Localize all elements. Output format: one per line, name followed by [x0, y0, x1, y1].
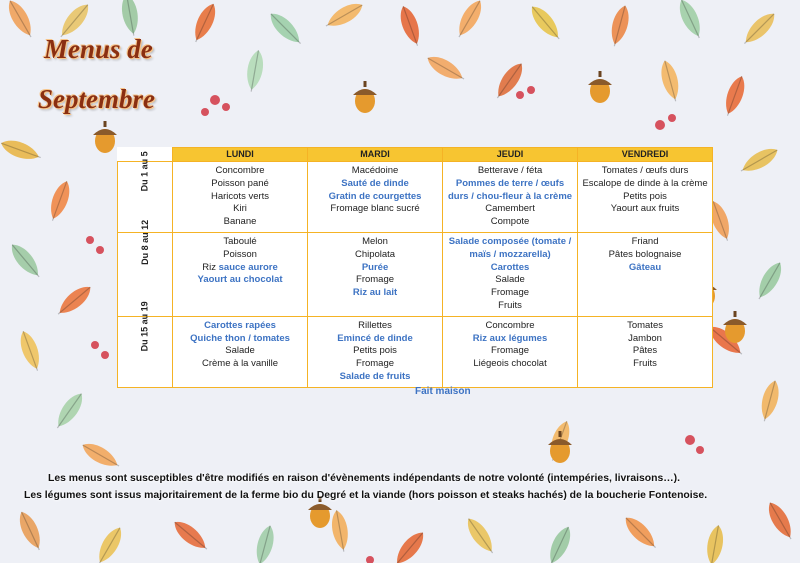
- dish-item: [175, 178, 305, 191]
- dish-name: Fromage blanc sucré: [330, 203, 420, 215]
- dish-name: Petits pois: [623, 190, 667, 202]
- dish-item: [310, 287, 440, 300]
- dish-item: [310, 249, 440, 262]
- dish-item: [445, 320, 575, 333]
- dish-item: [175, 320, 305, 333]
- dish-item: [175, 274, 305, 287]
- menu-cell: [443, 232, 578, 316]
- menu-cell: [578, 316, 713, 387]
- dish-item: [310, 320, 440, 333]
- dish-name: Fromage: [491, 287, 530, 299]
- dish-name: Liégeois chocolat: [473, 358, 547, 370]
- dish-name: Petits pois: [353, 345, 397, 357]
- week-label-cell: [118, 301, 173, 387]
- dish-item: [175, 333, 305, 346]
- dish-item: [310, 358, 440, 371]
- menu-cell: [443, 316, 578, 387]
- dish-name: Compote: [490, 216, 530, 228]
- dish-item: [445, 300, 575, 313]
- day-header-tuesday: MARDI: [308, 148, 443, 162]
- dish-item: [580, 203, 710, 216]
- dish-item: [445, 287, 575, 300]
- dish-name: Tomates / œufs durs: [601, 165, 689, 176]
- dish-item: [175, 345, 305, 358]
- dish-item: [580, 191, 710, 204]
- dish-name: Fromage: [491, 345, 530, 357]
- dish-item: [580, 333, 710, 346]
- dish-name: Gratin de courgettes: [328, 190, 422, 202]
- dish-item: [445, 203, 575, 216]
- week-row: [118, 232, 713, 316]
- dish-name: Sauté de dinde: [341, 177, 409, 189]
- dish-item: [310, 345, 440, 358]
- dish-item: [445, 236, 575, 262]
- menu-cell: [578, 232, 713, 316]
- dish-name: Camembert: [485, 203, 535, 215]
- dish-name: Escalope de dinde à la crème: [582, 177, 708, 189]
- dish-name: Macédoine: [351, 165, 399, 176]
- dish-name: Emincé de dinde: [337, 332, 413, 344]
- dish-name: Rillettes: [358, 319, 392, 331]
- dish-name: Poisson pané: [211, 177, 269, 189]
- dish-item: [310, 178, 440, 191]
- menu-cell: [578, 162, 713, 233]
- dish-name: Concombre: [215, 165, 265, 176]
- dish-name: Concombre: [485, 319, 535, 331]
- menu-cell: [443, 162, 578, 233]
- dish-item: [175, 358, 305, 371]
- dish-name: Crème à la vanille: [202, 358, 279, 370]
- dish-name: Banane: [223, 216, 257, 228]
- note-disclaimer: Les menus sont susceptibles d'être modifiés en raison d'évènements indépendants de notre volonté (intempéries, livraisons…).: [48, 473, 681, 484]
- page-title-line1: Menus de: [44, 34, 153, 64]
- dish-item: [310, 262, 440, 275]
- day-header-friday: VENDREDI: [578, 148, 713, 162]
- dish-name: Fromage: [356, 274, 395, 286]
- week-label: Du 1 au 5: [139, 151, 150, 192]
- dish-item: [580, 236, 710, 249]
- menu-cell: [308, 232, 443, 316]
- dish-name: Salade: [225, 345, 255, 357]
- dish-name: Poisson: [223, 248, 257, 260]
- dish-item: [580, 358, 710, 371]
- dish-item: [445, 262, 575, 275]
- dish-name: Gâteau: [628, 261, 662, 273]
- dish-item: [310, 333, 440, 346]
- dish-name: Tomates: [627, 319, 663, 331]
- page-title-line2: Septembre: [38, 84, 155, 114]
- dish-item: [175, 165, 305, 178]
- dish-item: [310, 274, 440, 287]
- dish-name: Yaourt au chocolat: [197, 274, 283, 286]
- dish-item: [175, 262, 305, 275]
- dish-item: [310, 236, 440, 249]
- menu-cell: [173, 162, 308, 233]
- dish-item: [175, 249, 305, 262]
- dish-name: Taboulé: [223, 235, 257, 247]
- dish-item: [310, 203, 440, 216]
- dish-sauce: sauce aurore: [218, 261, 278, 273]
- week-row: [118, 162, 713, 233]
- dish-name: Haricots verts: [210, 190, 270, 202]
- dish-name: Riz au lait: [352, 287, 398, 299]
- week-row: [118, 316, 713, 387]
- day-header-thursday: JEUDI: [443, 148, 578, 162]
- dish-item: [175, 191, 305, 204]
- dish-name: Friand: [631, 235, 659, 247]
- dish-item: [445, 178, 575, 204]
- note-sourcing: Les légumes sont issus majoritairement de la ferme bio du Degré et la viande (hors poisson et steaks hachés) de la boucherie Fontenoise.: [24, 490, 708, 501]
- dish-item: [310, 191, 440, 204]
- dish-name: Pâtes bolognaise: [608, 248, 682, 260]
- dish-item: [445, 274, 575, 287]
- dish-name: Purée: [361, 261, 389, 273]
- menu-table: [117, 147, 713, 388]
- dish-name: Fruits: [633, 358, 657, 370]
- dish-name: Quiche thon / tomates: [190, 332, 290, 344]
- dish-name: Chipolata: [354, 248, 396, 260]
- dish-name: Kiri: [233, 203, 247, 215]
- dish-name: Carottes rapées: [204, 319, 276, 331]
- dish-name: Riz: [202, 261, 216, 273]
- menu-cell: [173, 232, 308, 316]
- week-label: Du 15 au 19: [139, 301, 150, 352]
- dish-item: [580, 178, 710, 191]
- dish-name: Melon: [362, 235, 388, 247]
- dish-item: [445, 333, 575, 346]
- dish-name: Yaourt aux fruits: [610, 203, 680, 215]
- dish-item: [175, 216, 305, 229]
- dish-name: Salade composée (tomate / maïs / mozzarella): [448, 235, 572, 260]
- dish-item: [445, 216, 575, 229]
- homemade-legend: Fait maison: [415, 386, 471, 397]
- dish-name: Betterave / féta: [477, 165, 543, 176]
- dish-name: Fruits: [498, 299, 522, 311]
- menu-cell: [173, 316, 308, 387]
- dish-item: [445, 165, 575, 178]
- dish-item: [445, 345, 575, 358]
- dish-item: [580, 262, 710, 275]
- dish-name: Pâtes: [632, 345, 658, 357]
- dish-item: [580, 165, 710, 178]
- day-header-row: [118, 148, 713, 162]
- dish-item: [175, 203, 305, 216]
- dish-item: [310, 371, 440, 384]
- dish-item: [580, 249, 710, 262]
- menu-cell: [308, 316, 443, 387]
- dish-item: [580, 320, 710, 333]
- week-label: Du 8 au 12: [139, 219, 150, 265]
- dish-name: Pommes de terre / œufs durs / chou-fleur à la crème: [447, 177, 573, 202]
- dish-name: Fromage: [356, 358, 395, 370]
- menu-cell: [308, 162, 443, 233]
- dish-item: [310, 165, 440, 178]
- day-header-monday: LUNDI: [173, 148, 308, 162]
- dish-name: Salade de fruits: [339, 370, 411, 382]
- dish-item: [580, 345, 710, 358]
- dish-name: Jambon: [628, 332, 662, 344]
- dish-name: Riz aux légumes: [472, 332, 548, 344]
- dish-name: Carottes: [490, 261, 530, 273]
- dish-name: Salade: [495, 274, 525, 286]
- dish-item: [175, 236, 305, 249]
- dish-item: [445, 358, 575, 371]
